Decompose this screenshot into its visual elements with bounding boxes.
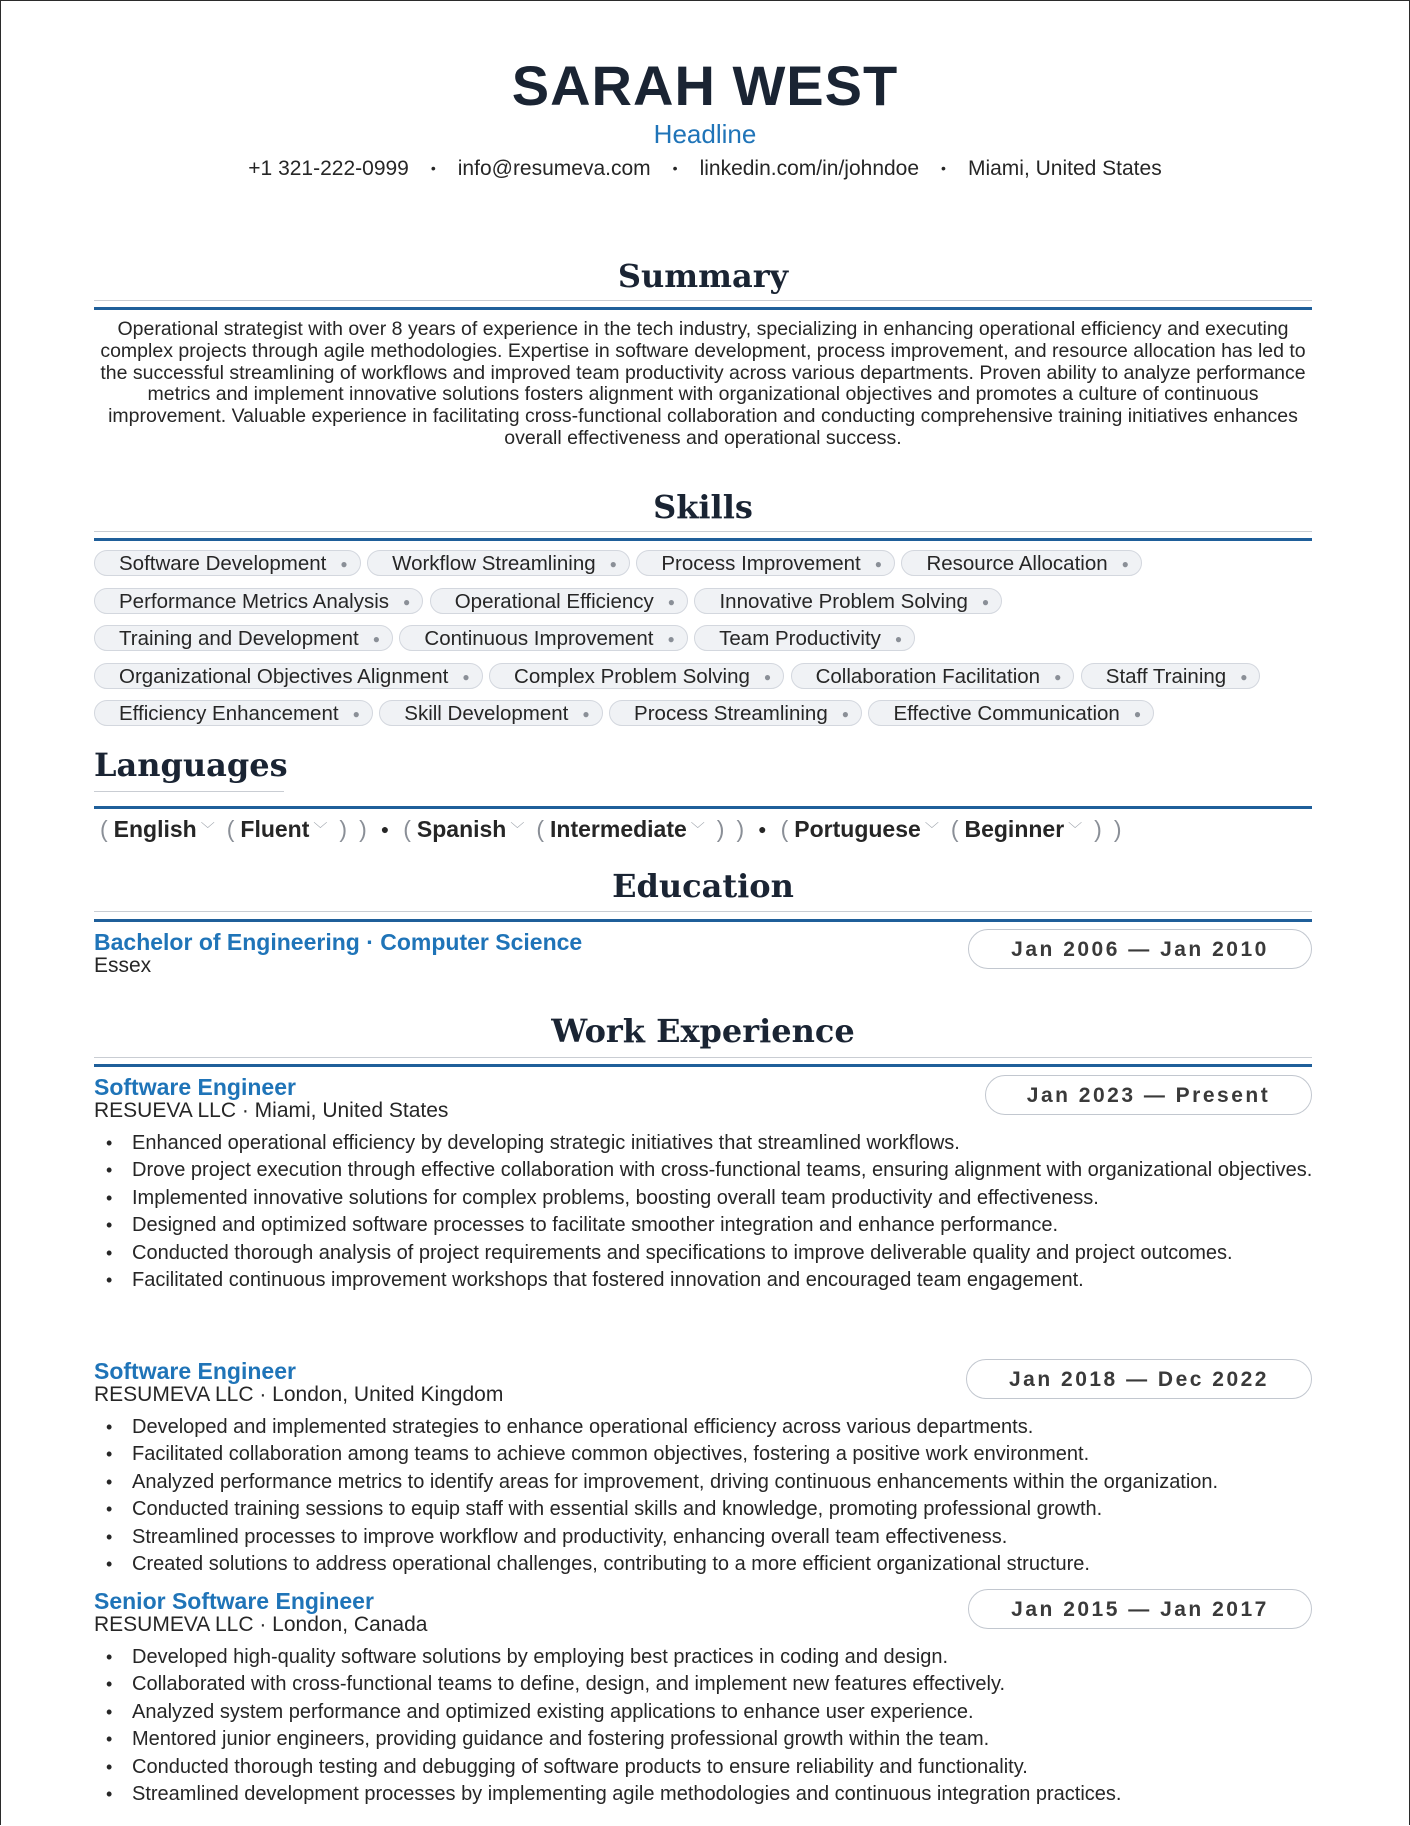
section-title-summary: Summary <box>617 257 789 295</box>
job-bullet: • Conducted thorough analysis of project requirements and specifications to improve deliverable quality and project outcomes. <box>132 1240 1350 1267</box>
job-bullets <box>94 1644 1350 1808</box>
skill-chip: Operational Efficiency ● <box>430 588 688 614</box>
job-bullet: • Streamlined processes to improve workflow and productivity, enhancing overall team effectiveness. <box>132 1524 1350 1551</box>
job-bullet: • Implemented innovative solutions for complex problems, boosting overall team productivity and effectiveness. <box>132 1185 1350 1212</box>
job-bullet: • Facilitated collaboration among teams to achieve common objectives, fostering a positive work environment. <box>132 1441 1350 1468</box>
section-divider <box>94 919 1312 922</box>
education-dates: Jan 2006 — Jan 2010 <box>968 929 1312 969</box>
section-divider <box>94 791 284 792</box>
section-title-education: Education <box>612 867 794 905</box>
job-bullet: • Collaborated with cross-functional teams to define, design, and implement new features effectively. <box>132 1671 1350 1698</box>
job-title: Senior Software Engineer <box>94 1588 374 1614</box>
section-title-languages: Languages <box>94 746 288 784</box>
skill-chip: Skill Development ● <box>379 700 602 726</box>
skill-row <box>94 588 1312 626</box>
job-bullet: • Drove project execution through effective collaboration with cross-functional teams, ensuring alignment with organizational objectives. <box>132 1157 1350 1184</box>
job-bullet: • Created solutions to address operational challenges, contributing to a more efficient organizational structure. <box>132 1551 1350 1578</box>
summary-text: Operational strategist with over 8 years of experience in the tech industry, specializing in enhancing operational efficiency and executing complex projects through agile methodologies. Expertise in software development, process improvement, and resource allocation has led to the successful streamlining of workflows and improved team productivity across various departments. Proven ability to analyze performance metrics and implement innovative solutions fosters alignment with organizational objectives and promotes a culture of continuous improvement. Valuable experience in facilitating cross-functional collaboration and conducting comprehensive training initiatives enhances overall effectiveness and operational success. <box>100 318 1306 449</box>
skill-row <box>94 700 1312 738</box>
chevron-down-icon[interactable]: ﹀ <box>200 821 215 837</box>
chevron-down-icon[interactable]: ﹀ <box>510 821 525 837</box>
job-bullet: • Designed and optimized software processes to facilitate smoother integration and enhance performance. <box>132 1212 1350 1239</box>
skills-list <box>94 550 1312 738</box>
section-divider <box>94 806 1312 809</box>
job-company: RESUMEVA LLC · London, United Kingdom <box>94 1383 504 1406</box>
language-name: Portuguese <box>794 816 921 842</box>
section-divider <box>94 1064 1312 1067</box>
job-company: RESUMEVA LLC · London, Canada <box>94 1613 428 1636</box>
job-dates: Jan 2023 — Present <box>985 1075 1312 1115</box>
section-divider <box>94 911 1312 912</box>
job-title: Software Engineer <box>94 1074 296 1100</box>
skill-chip: Performance Metrics Analysis ● <box>94 588 423 614</box>
job-bullets <box>94 1414 1350 1578</box>
skill-chip: Efficiency Enhancement ● <box>94 700 373 726</box>
job-bullet: • Developed high-quality software solutions by employing best practices in coding and design. <box>132 1644 1350 1671</box>
job-bullet: • Mentored junior engineers, providing guidance and fostering professional growth within the team. <box>132 1726 1350 1753</box>
contact-linkedin: linkedin.com/in/johndoe <box>699 157 920 180</box>
job-bullet: • Analyzed performance metrics to identify areas for improvement, driving continuous enhancements within the organization. <box>132 1469 1350 1496</box>
section-divider <box>94 1057 1312 1058</box>
skill-chip: Process Streamlining ● <box>609 700 862 726</box>
contact-location: Miami, United States <box>967 157 1162 180</box>
skill-row <box>94 625 1312 663</box>
job-bullet: • Conducted training sessions to equip staff with essential skills and knowledge, promoting professional growth. <box>132 1496 1350 1523</box>
languages-list: ( English ﹀ ( Fluent ﹀ ) ) ● ( Spanish ﹀ ( Intermediate ﹀ ) ) ● ( Portuguese ﹀ ( Beginner ﹀ ) ) <box>100 816 1122 842</box>
contact-separator: • <box>941 160 946 176</box>
job-bullet: • Developed and implemented strategies to enhance operational efficiency across various departments. <box>132 1414 1350 1441</box>
job-bullet: • Facilitated continuous improvement workshops that fostered innovation and encouraged team engagement. <box>132 1267 1350 1294</box>
section-title-skills: Skills <box>653 488 753 526</box>
job-bullet: • Conducted thorough testing and debugging of software products to ensure reliability and functionality. <box>132 1754 1350 1781</box>
contact-phone: +1 321-222-0999 <box>248 157 409 180</box>
skill-row <box>94 550 1312 588</box>
language-name: Spanish <box>416 816 507 842</box>
contact-line <box>1 157 1409 181</box>
job-dates: Jan 2018 — Dec 2022 <box>966 1359 1312 1399</box>
education-degree: Bachelor of Engineering · Computer Science <box>94 929 583 955</box>
skill-chip: Innovative Problem Solving ● <box>694 588 1002 614</box>
skill-chip: Effective Communication ● <box>868 700 1154 726</box>
section-divider <box>94 300 1312 301</box>
section-title-work-experience: Work Experience <box>551 1012 855 1050</box>
job-company: RESUEVA LLC · Miami, United States <box>94 1099 449 1122</box>
candidate-name: SARAH WEST <box>511 54 899 117</box>
job-bullet: • Enhanced operational efficiency by developing strategic initiatives that streamlined workflows. <box>132 1130 1350 1157</box>
headline: Headline <box>653 119 757 149</box>
language-level: Fluent <box>240 816 310 842</box>
skill-chip: Continuous Improvement ● <box>399 625 687 651</box>
job-bullets <box>94 1130 1350 1294</box>
chevron-down-icon[interactable]: ﹀ <box>313 821 328 837</box>
chevron-down-icon[interactable]: ﹀ <box>1068 821 1083 837</box>
contact-email: info@resumeva.com <box>457 157 651 180</box>
skill-chip: Team Productivity ● <box>694 625 915 651</box>
skill-row <box>94 663 1312 701</box>
skill-chip: Process Improvement ● <box>636 550 895 576</box>
contact-separator: • <box>672 160 678 176</box>
skill-chip: Staff Training ● <box>1081 663 1261 689</box>
skill-chip: Workflow Streamlining ● <box>367 550 630 576</box>
job-title: Software Engineer <box>94 1358 296 1384</box>
skill-chip: Complex Problem Solving ● <box>489 663 784 689</box>
language-level: Beginner <box>964 816 1065 842</box>
skill-chip: Organizational Objectives Alignment ● <box>94 663 483 689</box>
skill-chip: Software Development ● <box>94 550 361 576</box>
skill-chip: Training and Development ● <box>94 625 393 651</box>
job-bullet: • Analyzed system performance and optimized existing applications to enhance user experience. <box>132 1699 1350 1726</box>
skill-chip: Resource Allocation ● <box>901 550 1141 576</box>
skill-chip: Collaboration Facilitation ● <box>791 663 1075 689</box>
education-school: Essex <box>94 954 152 977</box>
language-level: Intermediate <box>550 816 687 842</box>
section-divider <box>94 538 1312 541</box>
section-divider <box>94 531 1312 532</box>
chevron-down-icon[interactable]: ﹀ <box>690 821 705 837</box>
chevron-down-icon[interactable]: ﹀ <box>924 821 939 837</box>
contact-separator: • <box>430 160 436 176</box>
job-bullet: • Streamlined development processes by implementing agile methodologies and continuous integration practices. <box>132 1781 1350 1808</box>
job-dates: Jan 2015 — Jan 2017 <box>968 1589 1312 1629</box>
section-divider <box>94 307 1312 310</box>
language-name: English <box>113 816 197 842</box>
